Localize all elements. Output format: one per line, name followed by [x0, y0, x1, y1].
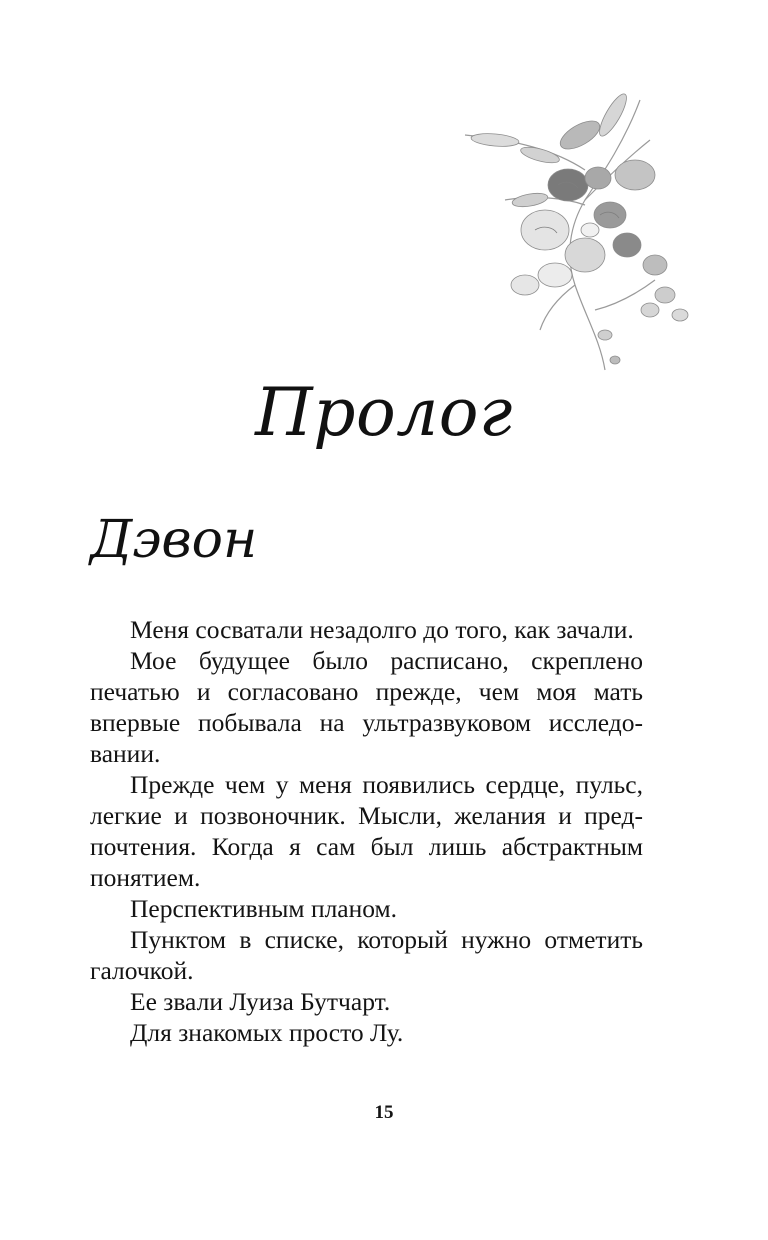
pov-heading: Дэвон: [90, 510, 258, 570]
paragraph: Перспективным планом.: [130, 894, 398, 923]
paragraph: Ее звали Луиза Бутчарт.: [130, 987, 391, 1016]
paragraph: Прежде чем у меня появились сердце, пульс, легкие и позвоночник. Мысли, желания и предпочтения. Когда я сам был лишь абстрактным понятием.: [90, 770, 643, 892]
floral-branch-icon: [455, 80, 700, 380]
page-number: 15: [374, 1102, 394, 1123]
body-text: [90, 614, 643, 1048]
paragraph: Мое будущее было расписано, скреплено печатью и согласовано прежде, чем моя мать впервые побывала на ультразвуковом исследовании.: [90, 646, 643, 768]
chapter-title: Пролог: [255, 374, 513, 451]
paragraph: Пунктом в списке, который нужно отметить галочкой.: [90, 925, 643, 985]
paragraph: Для знакомых просто Лу.: [130, 1018, 404, 1047]
paragraph: Меня сосватали незадолго до того, как зачали.: [130, 615, 634, 644]
